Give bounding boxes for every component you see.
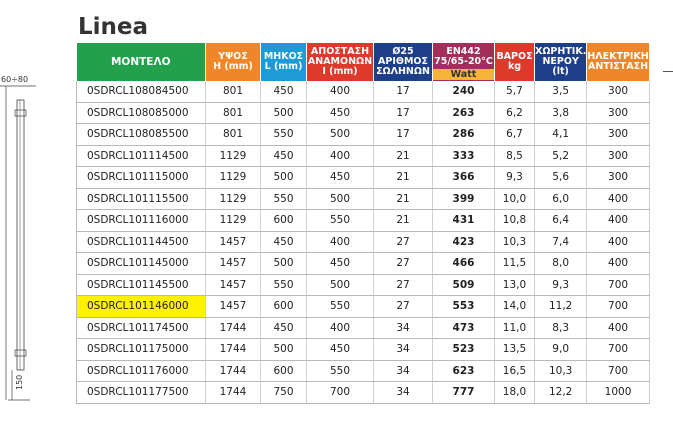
value-cell: 550: [261, 124, 307, 146]
value-cell: 27: [374, 231, 433, 253]
value-cell: 550: [307, 360, 374, 382]
value-cell: 34: [374, 360, 433, 382]
model-cell: 0SDRCL101175000: [77, 339, 206, 361]
value-cell: 13,0: [495, 274, 535, 296]
header-water-capacity: ΧΩΡΗΤΙΚ. ΝΕΡΟΥ (lt): [535, 43, 587, 81]
value-cell: 333: [433, 145, 495, 167]
value-cell: 801: [206, 102, 261, 124]
model-cell: 0SDRCL101176000: [77, 360, 206, 382]
header-distance: ΑΠΟΣΤΑΣΗ ΑΝΑΜΟΝΩΝ I (mm): [307, 43, 374, 81]
value-cell: 17: [374, 124, 433, 146]
value-cell: 1457: [206, 253, 261, 275]
page-title: Linea: [78, 14, 149, 40]
value-cell: 450: [307, 167, 374, 189]
value-cell: 263: [433, 102, 495, 124]
value-cell: 5,6: [535, 167, 587, 189]
value-cell: 400: [587, 253, 649, 275]
header-weight: ΒΑΡΟΣ kg: [495, 43, 535, 81]
value-cell: 400: [307, 145, 374, 167]
value-cell: 27: [374, 274, 433, 296]
table-row: [77, 167, 650, 189]
value-cell: 700: [587, 339, 649, 361]
value-cell: 5,7: [495, 81, 535, 102]
table-row: [77, 382, 650, 404]
table-row: [77, 317, 650, 339]
value-cell: 11,0: [495, 317, 535, 339]
diagram-top-label: 60÷80: [1, 75, 29, 84]
value-cell: 423: [433, 231, 495, 253]
value-cell: 600: [261, 360, 307, 382]
value-cell: 3,5: [535, 81, 587, 102]
table-row: [77, 296, 650, 318]
value-cell: 34: [374, 317, 433, 339]
value-cell: 16,5: [495, 360, 535, 382]
value-cell: 450: [307, 253, 374, 275]
value-cell: 400: [307, 231, 374, 253]
value-cell: 3,8: [535, 102, 587, 124]
value-cell: 300: [587, 124, 649, 146]
table-row: [77, 102, 650, 124]
model-cell: 0SDRCL101146000: [77, 296, 206, 318]
value-cell: 450: [261, 317, 307, 339]
table-row: [77, 81, 650, 102]
value-cell: 6,4: [535, 210, 587, 232]
value-cell: 21: [374, 210, 433, 232]
value-cell: 550: [307, 296, 374, 318]
model-cell: 0SDRCL101114500: [77, 145, 206, 167]
table-row: [77, 253, 650, 275]
value-cell: 400: [307, 81, 374, 102]
model-cell: 0SDRCL101145000: [77, 253, 206, 275]
value-cell: 450: [261, 231, 307, 253]
value-cell: 400: [587, 231, 649, 253]
value-cell: 500: [261, 167, 307, 189]
table-row: [77, 124, 650, 146]
value-cell: 240: [433, 81, 495, 102]
value-cell: 500: [307, 188, 374, 210]
header-electric-resistance: ΗΛΕΚΤΡΙΚΗ ΑΝΤΙΣΤΑΣΗ: [587, 43, 649, 81]
value-cell: 10,8: [495, 210, 535, 232]
header-length: ΜΗΚΟΣ L (mm): [261, 43, 307, 81]
value-cell: 400: [307, 317, 374, 339]
value-cell: 700: [307, 382, 374, 404]
value-cell: 6,2: [495, 102, 535, 124]
model-cell: 0SDRCL108084500: [77, 81, 206, 102]
value-cell: 27: [374, 296, 433, 318]
table-row: [77, 210, 650, 232]
value-cell: 450: [307, 339, 374, 361]
value-cell: 300: [587, 102, 649, 124]
value-cell: 431: [433, 210, 495, 232]
radiator-side-diagram: [0, 70, 40, 410]
value-cell: 1457: [206, 296, 261, 318]
value-cell: 34: [374, 382, 433, 404]
diagram-bottom-label: 150: [15, 374, 24, 390]
value-cell: 1457: [206, 274, 261, 296]
value-cell: 801: [206, 81, 261, 102]
value-cell: 750: [261, 382, 307, 404]
value-cell: 9,3: [495, 167, 535, 189]
value-cell: 8,0: [535, 253, 587, 275]
model-cell: 0SDRCL108085500: [77, 124, 206, 146]
value-cell: 6,7: [495, 124, 535, 146]
value-cell: 11,2: [535, 296, 587, 318]
value-cell: 509: [433, 274, 495, 296]
value-cell: 600: [261, 296, 307, 318]
value-cell: 1457: [206, 231, 261, 253]
value-cell: 17: [374, 81, 433, 102]
value-cell: 500: [261, 253, 307, 275]
model-cell: 0SDRCL108085000: [77, 102, 206, 124]
value-cell: 11,5: [495, 253, 535, 275]
value-cell: 473: [433, 317, 495, 339]
table-row: [77, 188, 650, 210]
table-row: [77, 339, 650, 361]
value-cell: 700: [587, 274, 649, 296]
header-model: ΜΟΝΤΕΛΟ: [77, 43, 206, 81]
value-cell: 700: [587, 360, 649, 382]
model-cell: 0SDRCL101116000: [77, 210, 206, 232]
value-cell: 21: [374, 188, 433, 210]
value-cell: 300: [587, 81, 649, 102]
value-cell: 550: [261, 188, 307, 210]
value-cell: 623: [433, 360, 495, 382]
value-cell: 5,2: [535, 145, 587, 167]
value-cell: 10,0: [495, 188, 535, 210]
value-cell: 4,1: [535, 124, 587, 146]
value-cell: 13,5: [495, 339, 535, 361]
model-cell: 0SDRCL101174500: [77, 317, 206, 339]
model-cell: 0SDRCL101144500: [77, 231, 206, 253]
table-row: [77, 145, 650, 167]
value-cell: 6,0: [535, 188, 587, 210]
value-cell: 34: [374, 339, 433, 361]
header-row: [77, 43, 650, 81]
value-cell: 450: [261, 81, 307, 102]
value-cell: 27: [374, 253, 433, 275]
value-cell: 600: [261, 210, 307, 232]
value-cell: 9,0: [535, 339, 587, 361]
value-cell: 7,4: [535, 231, 587, 253]
right-edge-mark: [663, 71, 673, 72]
value-cell: 450: [261, 145, 307, 167]
value-cell: 21: [374, 167, 433, 189]
model-cell: 0SDRCL101177500: [77, 382, 206, 404]
value-cell: 500: [261, 102, 307, 124]
value-cell: 801: [206, 124, 261, 146]
value-cell: 10,3: [495, 231, 535, 253]
model-cell: 0SDRCL101115500: [77, 188, 206, 210]
header-tubes: Ø25 ΑΡΙΘΜΟΣ ΣΩΛΗΝΩΝ: [374, 43, 433, 81]
value-cell: 300: [587, 145, 649, 167]
value-cell: 400: [587, 188, 649, 210]
value-cell: 18,0: [495, 382, 535, 404]
value-cell: 700: [587, 296, 649, 318]
value-cell: 500: [307, 274, 374, 296]
value-cell: 777: [433, 382, 495, 404]
value-cell: 9,3: [535, 274, 587, 296]
value-cell: 400: [587, 317, 649, 339]
value-cell: 14,0: [495, 296, 535, 318]
value-cell: 1744: [206, 360, 261, 382]
table-row: [77, 274, 650, 296]
table-body: [77, 81, 650, 403]
spec-table: [76, 43, 650, 404]
header-height: ΥΨΟΣ H (mm): [206, 43, 261, 81]
value-cell: 1129: [206, 210, 261, 232]
value-cell: 1129: [206, 188, 261, 210]
value-cell: 550: [307, 210, 374, 232]
table-row: [77, 231, 650, 253]
value-cell: 286: [433, 124, 495, 146]
value-cell: 10,3: [535, 360, 587, 382]
value-cell: 1000: [587, 382, 649, 404]
value-cell: 550: [261, 274, 307, 296]
value-cell: 399: [433, 188, 495, 210]
value-cell: 553: [433, 296, 495, 318]
value-cell: 523: [433, 339, 495, 361]
value-cell: 300: [587, 167, 649, 189]
value-cell: 500: [307, 124, 374, 146]
table-row: [77, 360, 650, 382]
value-cell: 400: [587, 210, 649, 232]
model-cell: 0SDRCL101115000: [77, 167, 206, 189]
value-cell: 450: [307, 102, 374, 124]
value-cell: 21: [374, 145, 433, 167]
value-cell: 12,2: [535, 382, 587, 404]
value-cell: 1129: [206, 145, 261, 167]
value-cell: 8,5: [495, 145, 535, 167]
value-cell: 1744: [206, 317, 261, 339]
value-cell: 1129: [206, 167, 261, 189]
value-cell: 1744: [206, 339, 261, 361]
value-cell: 500: [261, 339, 307, 361]
model-cell: 0SDRCL101145500: [77, 274, 206, 296]
value-cell: 1744: [206, 382, 261, 404]
header-watt: EN442 75/65-20°C Watt: [433, 43, 495, 81]
value-cell: 366: [433, 167, 495, 189]
value-cell: 17: [374, 102, 433, 124]
value-cell: 466: [433, 253, 495, 275]
value-cell: 8,3: [535, 317, 587, 339]
